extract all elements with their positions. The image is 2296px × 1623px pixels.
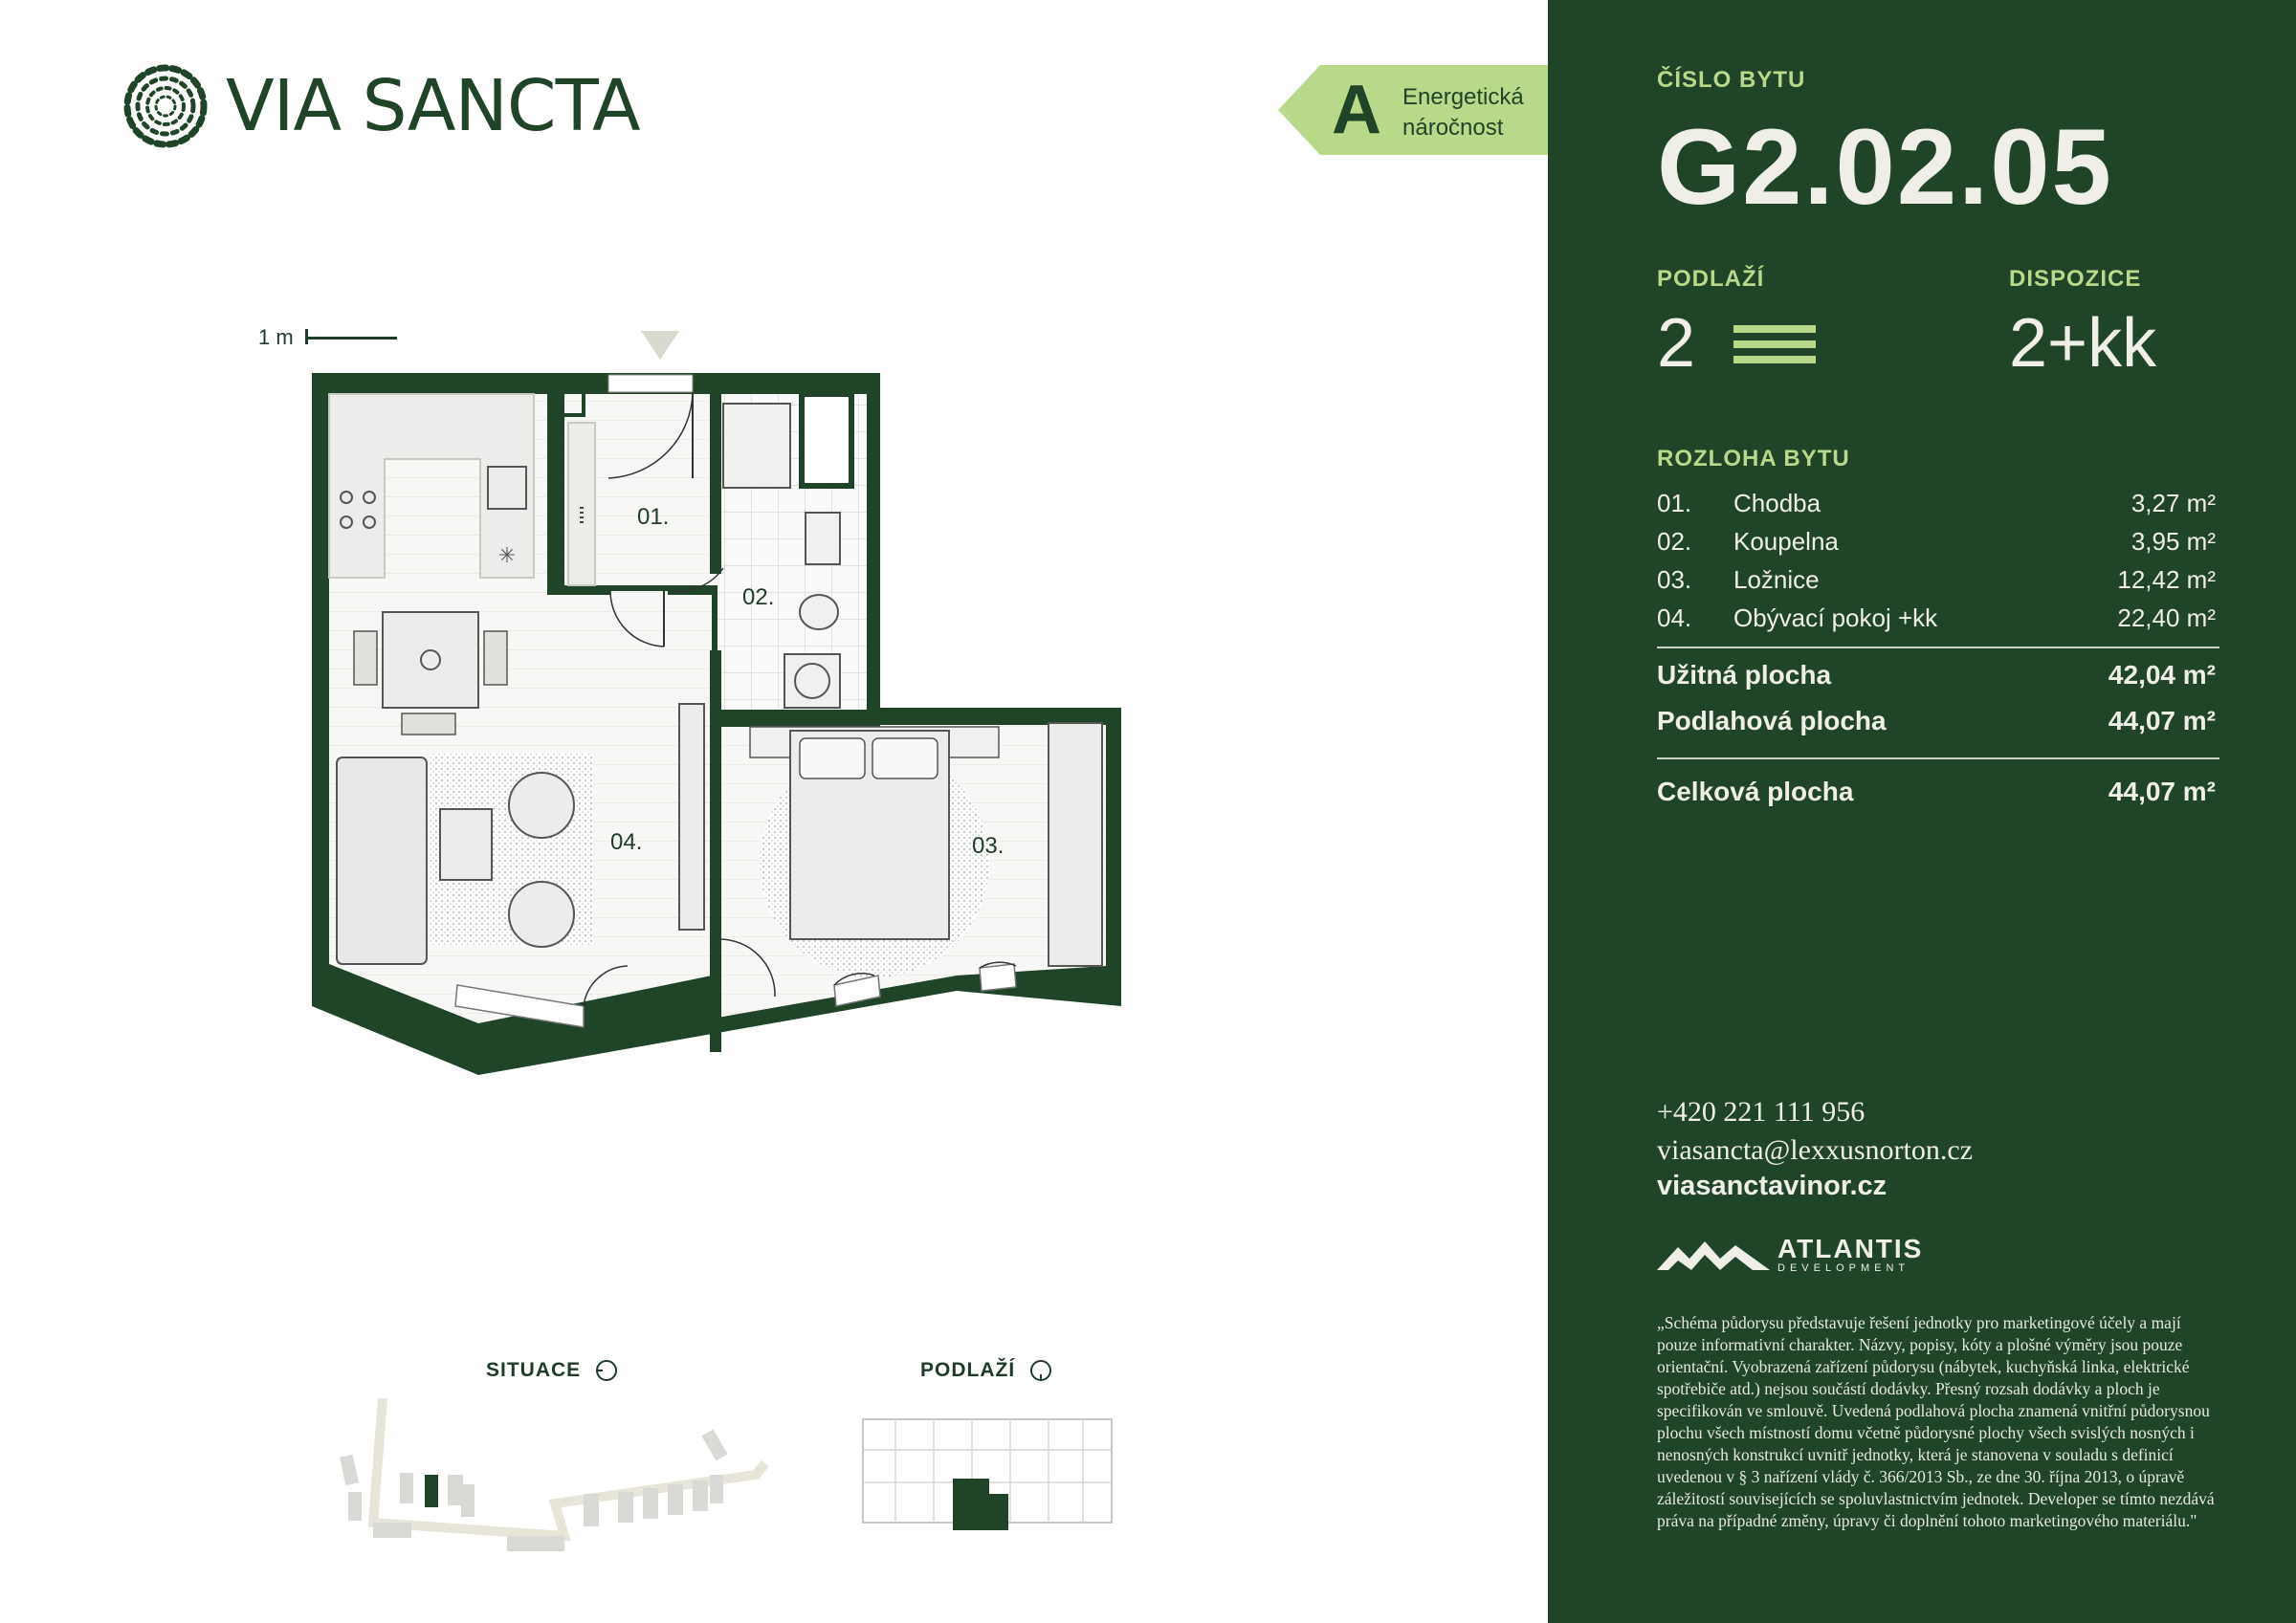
floor-area-value: 44,07 m² — [2108, 706, 2216, 735]
room-area: 22,40 m² — [2117, 603, 2216, 632]
coffee-table — [440, 809, 492, 880]
divider — [1657, 757, 2219, 759]
sofa — [337, 757, 427, 964]
room-number: 03. — [1657, 564, 1692, 594]
room-row — [1657, 522, 2216, 560]
building-highlight — [425, 1475, 438, 1507]
room-number: 02. — [1657, 526, 1692, 556]
room-row — [1657, 560, 2216, 599]
divider — [1657, 647, 2219, 648]
usable-area-label: Užitná plocha — [1657, 660, 1832, 690]
room-label-01: 01. — [637, 504, 670, 530]
usable-area-row — [1657, 660, 2216, 691]
total-area-label: Celková plocha — [1657, 777, 1854, 806]
floor-label: PODLAŽÍ — [1657, 266, 1765, 292]
armchair-icon — [509, 882, 574, 947]
logo-mark-icon — [122, 63, 209, 149]
contact-phone[interactable]: +420 221 111 956 — [1657, 1096, 1866, 1128]
room-name: Ložnice — [1733, 564, 1820, 594]
room-list — [1657, 484, 2216, 637]
room-name: Chodba — [1733, 488, 1821, 517]
total-area-row — [1657, 777, 2216, 807]
bedroom-furniture — [750, 723, 1102, 977]
floor-area-label: Podlahová plocha — [1657, 706, 1887, 735]
energy-label-line1: Energetická — [1402, 84, 1524, 110]
room-label-02: 02. — [742, 584, 775, 610]
svg-text:✳: ✳ — [497, 543, 517, 567]
floor-value: 2 — [1657, 305, 1696, 382]
entrance-marker-icon — [641, 331, 679, 360]
energy-class: A — [1332, 72, 1381, 148]
usable-area-value: 42,04 m² — [2108, 660, 2216, 690]
compass-icon — [594, 1358, 619, 1383]
floor-map — [857, 1412, 1117, 1532]
shower-icon — [723, 404, 790, 488]
developer-logo — [1657, 1236, 1923, 1274]
room-area: 3,27 m² — [2130, 488, 2216, 517]
washing-machine-icon — [784, 654, 840, 708]
room-area: 12,42 m² — [2117, 564, 2216, 594]
brand-logo — [122, 63, 640, 149]
toilet-icon — [800, 595, 838, 629]
situation-title — [486, 1358, 619, 1383]
energy-badge — [1278, 65, 1548, 155]
armchair-icon — [509, 773, 574, 838]
unit-number-label: ČÍSLO BYTU — [1657, 67, 1806, 93]
contact-website[interactable]: viasanctavinor.cz — [1657, 1171, 1888, 1201]
compass-icon — [1028, 1358, 1053, 1383]
disclaimer-text: „Schéma půdorysu představuje řešení jednotky pro marketingové účely a mají pouze informativní charakter. Názvy, popisy, kóty a plošné výměry jsou pouze orientační. Vyobrazená zařízení půdorysu (nábytek, kuchyňská linka, elektrické spotřebiče atd.) nejsou součástí dodávky. Přesný rozsah dodávky a ploch je specifikován ve smlouvě. Uvedená podlahová plocha znamená vnitřní půdorysnou plochu všech místností domu včetně půdorysné plochy všech svislých nosných i nenosných konstrukcí uvnitř jednotky, která je stanovena v souladu s definicí uvedenou v § 3 nařízení vlády č. 366/2013 Sb., ze dne 30. října 2013, o úpravě záležitostí souvisejících se spoluvlastnictvím jednotek. Developer se tímto nezdává práva na případné změny, úpravy či doplnění tohoto marketingového materiálu." — [1657, 1313, 2215, 1530]
total-area-value: 44,07 m² — [2108, 777, 2216, 806]
brand-name: VIA SANCTA — [226, 65, 640, 147]
room-row — [1657, 484, 2216, 522]
floor-area-row — [1657, 706, 2216, 736]
area-label: ROZLOHA BYTU — [1657, 446, 1850, 472]
layout-label: DISPOZICE — [2009, 266, 2142, 292]
room-number: 01. — [1657, 488, 1692, 517]
floor-plan — [297, 325, 1138, 1090]
developer-sub: DEVELOPMENT — [1777, 1262, 1910, 1274]
room-label-03: 03. — [972, 833, 1004, 859]
situation-label: SITUACE — [486, 1359, 582, 1381]
floor-level-icon — [1733, 325, 1816, 371]
room-row — [1657, 599, 2216, 637]
room-name: Obývací pokoj +kk — [1733, 603, 1938, 632]
layout-value: 2+kk — [2009, 305, 2157, 382]
dining-table — [383, 612, 478, 708]
floor-map-label: PODLAŽÍ — [920, 1359, 1016, 1381]
atlantis-mark-icon — [1657, 1236, 1770, 1274]
situation-map — [335, 1389, 775, 1570]
scale-label: 1 m — [258, 325, 294, 349]
room-name: Koupelna — [1733, 526, 1839, 556]
room-number: 04. — [1657, 603, 1692, 632]
washbasin-icon — [806, 513, 840, 564]
room-label-04: 04. — [610, 829, 643, 855]
room-area: 3,95 m² — [2130, 526, 2216, 556]
contact-email[interactable]: viasancta@lexxusnorton.cz — [1657, 1134, 1974, 1166]
wardrobe — [1049, 723, 1102, 966]
unit-number: G2.02.05 — [1657, 107, 2113, 227]
energy-label-line2: náročnost — [1402, 115, 1504, 141]
floor-map-title — [920, 1358, 1053, 1383]
developer-name: ATLANTIS — [1777, 1234, 1924, 1263]
energy-label — [1402, 82, 1524, 143]
tv-cabinet — [679, 704, 704, 930]
